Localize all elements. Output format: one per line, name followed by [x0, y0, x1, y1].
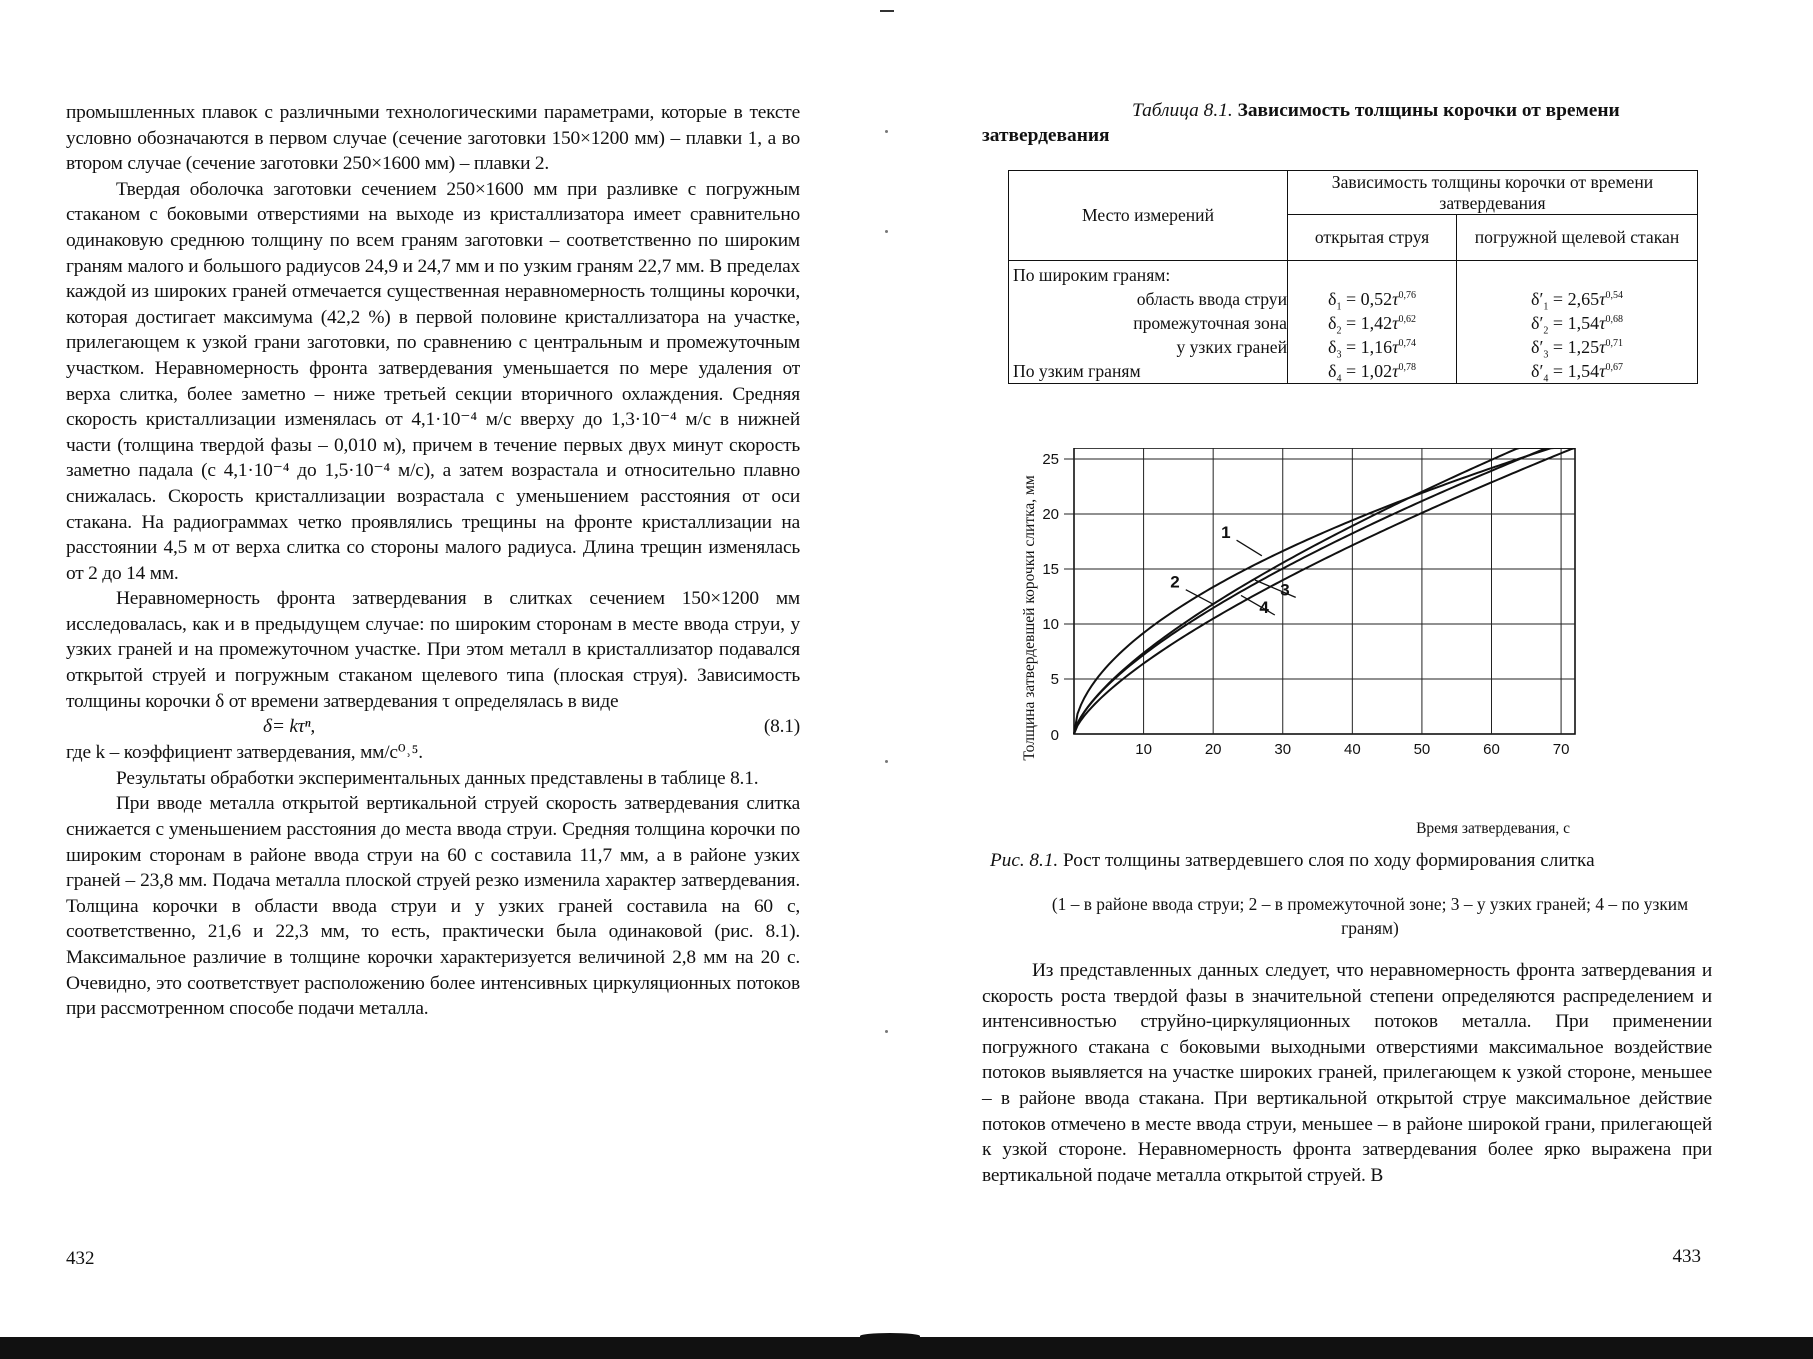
- series-line-1: [1074, 448, 1575, 734]
- series-label-3: 3: [1280, 580, 1290, 600]
- paragraph-3: Неравномерность фронта затвердевания в слитках сечением 150×1200 мм исследовалась, как и в предыдущем случае: по широким сторонам в месте ввода струи, у узких граней и на промежуточном участке. При этом металл в кристаллизатор подавался открытой струей и погружным стаканом щелевого типа (плоская струя). Зависимость толщины корочки δ от времени затвердевания τ определялась в виде: [66, 588, 800, 712]
- series-line-2: [1074, 448, 1575, 734]
- y-tick-label: 15: [1042, 561, 1059, 578]
- figure-caption: [990, 848, 1730, 873]
- paragraph-5: При вводе металла открытой вертикальной струей скорость затвердевания слитка снижается с уменьшением расстояния до места ввода струи. Средняя толщина корочки по широким сторонам в районе ввода струи на 60 с составила 11,7 мм, а в районе узких граней – 23,8 мм. Подача металла плоской струей резко изменила характер затвердевания. Толщина корочки в области ввода струи и у узких граней составила на 60 с, соответственно, 21,6 и 22,3 мм, то есть, практически была одинаковой (рис. 8.1). Максимальное различие в толщине корочки характеризуется величиной 2,8 мм на 20 с. Очевидно, это соответствует расположению более интенсивных циркуляционных потоков при рассмотренном способе подачи металла.: [66, 793, 800, 1020]
- formula-open-1: $\delta_1 = 0,52\tau^{0,76}$: [1327, 289, 1417, 313]
- y-tick-label: 0: [1050, 727, 1059, 744]
- page-number-right: 433: [1672, 1246, 1701, 1267]
- table-caption: [982, 98, 1742, 148]
- scan-edge: [0, 1337, 1813, 1359]
- x-tick-label: 50: [1413, 741, 1431, 758]
- x-tick-label: 60: [1483, 741, 1500, 758]
- formula-sub-1: $\delta'_1 = 2,65\tau^{0,54}$: [1530, 289, 1624, 313]
- y-tick-label: 25: [1042, 451, 1059, 468]
- formula-open-2: $\delta_2 = 1,42\tau^{0,62}$: [1327, 313, 1417, 337]
- header-place: Место измерений: [1009, 171, 1288, 261]
- series-label-4: 4: [1259, 598, 1269, 617]
- series-label-1: 1: [1221, 523, 1231, 543]
- figure-caption-text: Рост толщины затвердевшего слоя по ходу формирования слитка: [1063, 850, 1595, 871]
- figure-8-1-chart: [1000, 448, 1690, 843]
- formula-sub-2: $\delta'_2 = 1,54\tau^{0,68}$: [1530, 313, 1624, 337]
- table-caption-title: Зависимость толщины корочки от времени затвердевания: [982, 100, 1620, 146]
- formula-8-1: [66, 714, 800, 740]
- series-leader-1: [1237, 540, 1262, 556]
- series-line-3: [1074, 448, 1575, 734]
- page-number-left: 432: [66, 1248, 95, 1269]
- y-tick-label: 20: [1042, 506, 1059, 523]
- figure-caption-label: Рис. 8.1.: [990, 850, 1059, 871]
- series-leader-4: [1241, 595, 1275, 615]
- left-text-column: [66, 100, 800, 1022]
- x-tick-label: 30: [1274, 741, 1292, 758]
- formula-open-4: $\delta_4 = 1,02\tau^{0,78}$: [1327, 361, 1417, 385]
- figure-legend: (1 – в районе ввода струи; 2 – в промежуточной зоне; 3 – у узких граней; 4 – по узким граням): [1051, 894, 1689, 938]
- header-open-stream: открытая струя: [1288, 215, 1457, 261]
- paragraph-2: Твердая оболочка заготовки сечением 250×1600 мм при разливке с погружным стаканом с боковыми отверстиями на выходе из кристаллизатора имеет сравнительно одинаковую среднюю толщину по всем граням заготовки – соответственно по широким граням малого и большого радиусов 24,9 и 24,7 мм и по узким граням 22,7 мм. В пределах каждой из широких граней отмечается существенная неравномерность толщины корочки, которая достигает максимума (42,2 %) в первой половине кристаллизатора на участке, прилегающем к узкой грани заготовки, по сравнению с центральным и промежуточным участком. Неравномерность фронта затвердевания уменьшается по мере удаления от верха слитка, более заметно – ниже третьей секции вторичного охлаждения. Средняя скорость кристаллизации изменялась от 4,1·10⁻⁴ м/с вверху до 1,3·10⁻⁴ м/с в нижней части (толщина твердой фазы – 0,010 м), причем в течение первых двух минут скорость заметно падала (с 4,1·10⁻⁴ до 1,5·10⁻⁴ м/с), а затем возрастала и относительно плавно снижалась. Скорость кристаллизации возрастала с уменьшением расстояния от оси стакана. На радиограммах четко проявлялись трещины на фронте кристаллизации на расстоянии 4,5 м от верха слитка со стороны малого радиуса. Длина трещин изменялась от 2 до 14 мм.: [66, 178, 800, 584]
- formula-sub-4: $\delta'_4 = 1,54\tau^{0,67}$: [1530, 361, 1624, 385]
- left-page: [0, 0, 900, 1359]
- row-wide-faces-label: По широким граням:: [1013, 265, 1171, 285]
- x-tick-label: 10: [1135, 741, 1152, 758]
- table-8-1: [1008, 170, 1698, 384]
- header-group: Зависимость толщины корочки от времени затвердевания: [1288, 171, 1698, 215]
- y-tick-label: 10: [1042, 616, 1059, 633]
- x-tick-label: 40: [1343, 741, 1361, 758]
- series-line-4: [1074, 448, 1575, 734]
- paragraph-1: промышленных плавок с различными технологическими параметрами, которые в тексте условно обозначаются в первом случае (сечение заготовки 150×1200 мм) – плавки 1, а во втором случае (сечение заготовки 250×1600 мм) – плавки 2.: [66, 102, 800, 175]
- row-label-stream-area: область ввода струи: [1136, 289, 1287, 309]
- x-tick-label: 20: [1204, 741, 1222, 758]
- x-axis-label: Время затвердевания, с: [1416, 820, 1570, 837]
- y-axis-label: Толщина затвердевшей корочки слитка, мм: [1021, 475, 1038, 761]
- formula-expression: δ= kτⁿ,: [263, 716, 316, 738]
- formula-note: где k – коэффициент затвердевания, мм/с⁰˒⁵.: [66, 742, 423, 764]
- row-label-intermediate: промежуточная зона: [1133, 313, 1287, 333]
- paragraph-right-1: Из представленных данных следует, что неравномерность фронта затвердевания и скорость роста твердой фазы в значительной степени определяются распределением и интенсивностью струйно-циркуляционных потоков металла. При применении погружного стакана с боковыми выходными отверстиями максимальное воздействие потоков выявляется на участке широких граней, прилегающем к узкой стороне, меньшее – в районе ввода стакана. При вертикальной открытой струе максимальное действие потоков отмечено в месте ввода струи, меньшее – в районе широкой грани, прилегающей к узкой стороне. Неравномерность фронта затвердевания более ярко выражена при вертикальной подаче металла открытой струей. В: [982, 960, 1712, 1186]
- series-label-2: 2: [1170, 572, 1180, 592]
- y-tick-label: 5: [1050, 671, 1059, 688]
- formula-open-3: $\delta_3 = 1,16\tau^{0,74}$: [1327, 337, 1417, 361]
- paragraph-4: Результаты обработки экспериментальных данных представлены в таблице 8.1.: [116, 767, 759, 789]
- x-tick-label: 70: [1552, 741, 1570, 758]
- formula-number: (8.1): [763, 716, 800, 738]
- formula-sub-3: $\delta'_3 = 1,25\tau^{0,71}$: [1530, 337, 1624, 361]
- row-narrow-faces-label: По узким граням: [1013, 361, 1141, 381]
- header-submerged-nozzle: погружной щелевой стакан: [1457, 215, 1698, 261]
- row-label-near-narrow: у узких граней: [1176, 337, 1287, 357]
- table-caption-label: Таблица 8.1.: [1132, 100, 1233, 121]
- plot-frame: [1074, 448, 1575, 734]
- right-text-column: [982, 958, 1712, 1188]
- right-page: [900, 0, 1813, 1359]
